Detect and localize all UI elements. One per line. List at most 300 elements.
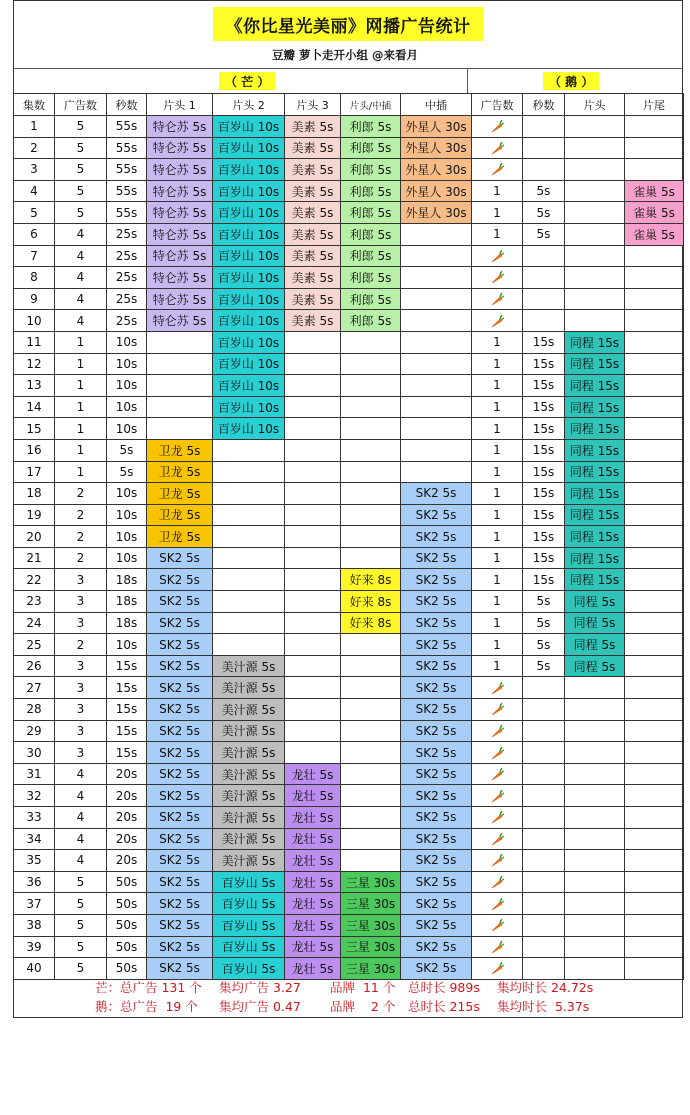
cell-opening-3	[285, 375, 341, 397]
cell-opening-1: 特仑苏 5s	[147, 223, 213, 245]
cell-ad-count: 5	[55, 871, 107, 893]
cell-opening-2: 美汁源 5s	[213, 742, 285, 764]
cell-opening-mid	[341, 396, 401, 418]
cell-opening-2: 美汁源 5s	[213, 763, 285, 785]
cell-opening-3	[285, 331, 341, 353]
cell-ad-count: 3	[55, 677, 107, 699]
cell-opening-1: SK2 5s	[147, 720, 213, 742]
cell-opening-2: 百岁山 10s	[213, 310, 285, 332]
cell-opening-2: 百岁山 5s	[213, 893, 285, 915]
cell-episode: 10	[14, 310, 55, 332]
cell-opening-2: 百岁山 5s	[213, 871, 285, 893]
cell-opening-mid	[341, 655, 401, 677]
cell-episode: 4	[14, 180, 55, 202]
cell-e-ad-count	[472, 699, 523, 721]
cell-e-seconds: 5s	[523, 180, 565, 202]
cell-midroll	[401, 223, 472, 245]
cell-opening-mid	[341, 526, 401, 548]
cell-episode: 12	[14, 353, 55, 375]
cell-opening-2: 百岁山 10s	[213, 223, 285, 245]
cell-e-ad-count	[472, 893, 523, 915]
cell-e-ad-count	[472, 159, 523, 181]
cell-opening-1: SK2 5s	[147, 807, 213, 829]
footer-summary-mang	[13, 976, 683, 996]
cell-opening-1: 特仑苏 5s	[147, 137, 213, 159]
cell-e-ending	[625, 914, 684, 936]
cell-opening-1: 特仑苏 5s	[147, 245, 213, 267]
cell-e-seconds	[523, 893, 565, 915]
cell-e-ending	[625, 612, 684, 634]
cell-midroll	[401, 267, 472, 289]
cell-episode: 3	[14, 159, 55, 181]
table-row	[14, 871, 684, 893]
cell-e-ad-count	[472, 137, 523, 159]
cell-e-ending: 雀巢 5s	[625, 180, 684, 202]
cell-opening-1: SK2 5s	[147, 850, 213, 872]
cell-seconds: 15s	[107, 655, 147, 677]
cell-e-ending	[625, 720, 684, 742]
page-title: 《你比星光美丽》网播广告统计	[213, 7, 483, 41]
cell-opening-mid	[341, 720, 401, 742]
cell-e-seconds	[523, 310, 565, 332]
cell-opening-mid	[341, 763, 401, 785]
cell-opening-3: 美素 5s	[285, 202, 341, 224]
cell-opening-2: 美汁源 5s	[213, 785, 285, 807]
group-divider	[467, 68, 468, 93]
cell-e-opening	[565, 828, 625, 850]
cell-e-ending	[625, 634, 684, 656]
cell-seconds: 55s	[107, 180, 147, 202]
cell-e-ending	[625, 504, 684, 526]
carrot-icon	[489, 313, 505, 327]
cell-e-opening	[565, 202, 625, 224]
cell-e-ending	[625, 116, 684, 138]
cell-e-opening	[565, 180, 625, 202]
cell-episode: 25	[14, 634, 55, 656]
cell-opening-2: 百岁山 10s	[213, 202, 285, 224]
cell-opening-mid	[341, 483, 401, 505]
cell-opening-1: 卫龙 5s	[147, 504, 213, 526]
cell-e-opening: 同程 15s	[565, 461, 625, 483]
cell-e-opening: 同程 15s	[565, 375, 625, 397]
footer-total-secs: 总时长 215s	[408, 999, 480, 1014]
cell-e-seconds	[523, 267, 565, 289]
cell-seconds: 50s	[107, 893, 147, 915]
cell-opening-mid	[341, 504, 401, 526]
cell-e-opening: 同程 15s	[565, 418, 625, 440]
cell-ad-count: 4	[55, 763, 107, 785]
cell-e-ad-count: 1	[472, 634, 523, 656]
cell-opening-mid: 好来 8s	[341, 591, 401, 613]
header-row	[14, 94, 684, 116]
cell-e-opening: 同程 5s	[565, 612, 625, 634]
cell-opening-3	[285, 612, 341, 634]
carrot-icon	[489, 680, 505, 694]
cell-opening-mid	[341, 742, 401, 764]
cell-opening-1: 特仑苏 5s	[147, 202, 213, 224]
cell-e-opening: 同程 5s	[565, 634, 625, 656]
cell-opening-mid: 利郎 5s	[341, 223, 401, 245]
cell-opening-1: 卫龙 5s	[147, 461, 213, 483]
table-row	[14, 396, 684, 418]
cell-opening-3: 龙壮 5s	[285, 936, 341, 958]
cell-e-opening	[565, 137, 625, 159]
table-row	[14, 526, 684, 548]
footer-brands: 品牌 11 个	[330, 980, 396, 995]
cell-e-ad-count: 1	[472, 591, 523, 613]
cell-e-ad-count	[472, 914, 523, 936]
cell-opening-mid: 三星 30s	[341, 958, 401, 980]
cell-seconds: 10s	[107, 526, 147, 548]
cell-opening-2	[213, 526, 285, 548]
cell-opening-2	[213, 569, 285, 591]
cell-episode: 19	[14, 504, 55, 526]
cell-ad-count: 3	[55, 591, 107, 613]
cell-opening-2: 百岁山 10s	[213, 396, 285, 418]
cell-opening-2: 百岁山 10s	[213, 180, 285, 202]
cell-ad-count: 3	[55, 569, 107, 591]
cell-e-opening	[565, 223, 625, 245]
cell-seconds: 10s	[107, 353, 147, 375]
cell-seconds: 55s	[107, 137, 147, 159]
cell-ad-count: 4	[55, 785, 107, 807]
cell-e-seconds	[523, 936, 565, 958]
cell-midroll: SK2 5s	[401, 871, 472, 893]
cell-e-opening	[565, 288, 625, 310]
cell-midroll	[401, 375, 472, 397]
cell-opening-2	[213, 591, 285, 613]
cell-ad-count: 5	[55, 116, 107, 138]
cell-e-seconds: 15s	[523, 439, 565, 461]
cell-opening-2: 百岁山 10s	[213, 267, 285, 289]
cell-e-ad-count	[472, 677, 523, 699]
cell-opening-3: 美素 5s	[285, 310, 341, 332]
cell-opening-mid	[341, 418, 401, 440]
cell-opening-1: SK2 5s	[147, 699, 213, 721]
cell-opening-1: 特仑苏 5s	[147, 267, 213, 289]
cell-midroll	[401, 245, 472, 267]
cell-ad-count: 2	[55, 504, 107, 526]
cell-episode: 17	[14, 461, 55, 483]
cell-e-seconds: 15s	[523, 396, 565, 418]
cell-e-ad-count: 1	[472, 331, 523, 353]
cell-episode: 40	[14, 958, 55, 980]
cell-seconds: 10s	[107, 396, 147, 418]
cell-opening-3: 龙壮 5s	[285, 828, 341, 850]
cell-opening-2: 美汁源 5s	[213, 807, 285, 829]
cell-e-ending	[625, 353, 684, 375]
cell-opening-1	[147, 353, 213, 375]
cell-opening-3: 美素 5s	[285, 223, 341, 245]
cell-episode: 11	[14, 331, 55, 353]
cell-e-ending	[625, 159, 684, 181]
cell-e-seconds	[523, 742, 565, 764]
cell-opening-3: 龙壮 5s	[285, 807, 341, 829]
cell-opening-1: SK2 5s	[147, 677, 213, 699]
footer-avg-secs: 集均时长 5.37s	[497, 999, 590, 1014]
cell-midroll	[401, 461, 472, 483]
cell-e-ending	[625, 591, 684, 613]
cell-seconds: 55s	[107, 159, 147, 181]
cell-opening-3	[285, 547, 341, 569]
cell-opening-3: 龙壮 5s	[285, 763, 341, 785]
cell-ad-count: 3	[55, 699, 107, 721]
cell-ad-count: 5	[55, 180, 107, 202]
cell-midroll: SK2 5s	[401, 828, 472, 850]
table-row	[14, 591, 684, 613]
cell-opening-3: 龙壮 5s	[285, 893, 341, 915]
cell-midroll: SK2 5s	[401, 850, 472, 872]
table-row	[14, 202, 684, 224]
cell-e-ending	[625, 763, 684, 785]
cell-episode: 9	[14, 288, 55, 310]
cell-opening-2: 百岁山 10s	[213, 159, 285, 181]
cell-e-opening: 同程 15s	[565, 569, 625, 591]
cell-e-ad-count: 1	[472, 223, 523, 245]
cell-ad-count: 3	[55, 720, 107, 742]
cell-e-seconds: 15s	[523, 353, 565, 375]
cell-ad-count: 4	[55, 807, 107, 829]
cell-seconds: 18s	[107, 569, 147, 591]
cell-e-ad-count: 1	[472, 439, 523, 461]
col-header-episode: 集数	[14, 94, 55, 116]
cell-episode: 31	[14, 763, 55, 785]
cell-episode: 8	[14, 267, 55, 289]
cell-episode: 2	[14, 137, 55, 159]
cell-seconds: 25s	[107, 223, 147, 245]
cell-opening-3	[285, 720, 341, 742]
table-row	[14, 267, 684, 289]
table-row	[14, 461, 684, 483]
cell-ad-count: 4	[55, 828, 107, 850]
cell-e-ending	[625, 850, 684, 872]
cell-midroll	[401, 439, 472, 461]
cell-e-ad-count	[472, 828, 523, 850]
cell-e-seconds	[523, 828, 565, 850]
table-row	[14, 807, 684, 829]
cell-seconds: 10s	[107, 483, 147, 505]
carrot-icon	[489, 875, 505, 889]
cell-episode: 30	[14, 742, 55, 764]
page-subtitle: 豆瓣 萝卜走开小组 @来看月	[271, 48, 418, 62]
cell-opening-3: 龙壮 5s	[285, 871, 341, 893]
cell-ad-count: 1	[55, 396, 107, 418]
cell-e-seconds: 15s	[523, 331, 565, 353]
cell-e-ending	[625, 893, 684, 915]
cell-seconds: 5s	[107, 461, 147, 483]
cell-midroll: SK2 5s	[401, 677, 472, 699]
cell-e-ad-count: 1	[472, 461, 523, 483]
cell-e-opening	[565, 116, 625, 138]
cell-opening-2: 美汁源 5s	[213, 655, 285, 677]
cell-e-ending	[625, 828, 684, 850]
cell-episode: 34	[14, 828, 55, 850]
cell-e-ad-count	[472, 742, 523, 764]
cell-ad-count: 4	[55, 267, 107, 289]
cell-opening-1: SK2 5s	[147, 569, 213, 591]
cell-seconds: 20s	[107, 785, 147, 807]
cell-seconds: 25s	[107, 245, 147, 267]
cell-midroll	[401, 418, 472, 440]
cell-ad-count: 2	[55, 547, 107, 569]
cell-e-seconds: 15s	[523, 483, 565, 505]
table-row	[14, 159, 684, 181]
col-header-opening-1: 片头 1	[147, 94, 213, 116]
cell-e-seconds	[523, 137, 565, 159]
cell-opening-3: 美素 5s	[285, 137, 341, 159]
cell-midroll	[401, 310, 472, 332]
cell-ad-count: 1	[55, 418, 107, 440]
cell-episode: 7	[14, 245, 55, 267]
cell-opening-1	[147, 396, 213, 418]
cell-opening-2: 百岁山 5s	[213, 914, 285, 936]
cell-e-opening	[565, 785, 625, 807]
cell-ad-count: 4	[55, 223, 107, 245]
cell-opening-2: 百岁山 10s	[213, 245, 285, 267]
table-row	[14, 504, 684, 526]
cell-e-opening	[565, 159, 625, 181]
footer-platform: 鹅：	[95, 999, 121, 1014]
cell-opening-1: SK2 5s	[147, 591, 213, 613]
cell-e-opening: 同程 15s	[565, 331, 625, 353]
col-header-opening-3: 片头 3	[285, 94, 341, 116]
cell-e-opening	[565, 267, 625, 289]
cell-seconds: 25s	[107, 310, 147, 332]
cell-midroll: 外星人 30s	[401, 202, 472, 224]
cell-seconds: 50s	[107, 914, 147, 936]
cell-e-opening	[565, 850, 625, 872]
cell-e-opening	[565, 245, 625, 267]
cell-e-seconds	[523, 914, 565, 936]
carrot-icon	[489, 918, 505, 932]
col-header-midroll: 中插	[401, 94, 472, 116]
cell-e-seconds	[523, 116, 565, 138]
cell-e-ad-count: 1	[472, 569, 523, 591]
cell-opening-3	[285, 418, 341, 440]
cell-e-ending	[625, 483, 684, 505]
cell-e-opening	[565, 763, 625, 785]
ad-table	[13, 93, 684, 980]
cell-e-opening	[565, 699, 625, 721]
cell-episode: 29	[14, 720, 55, 742]
cell-e-seconds	[523, 159, 565, 181]
cell-midroll: SK2 5s	[401, 569, 472, 591]
cell-e-opening	[565, 936, 625, 958]
cell-opening-1: 特仑苏 5s	[147, 180, 213, 202]
cell-e-ad-count: 1	[472, 655, 523, 677]
cell-opening-2	[213, 439, 285, 461]
carrot-icon	[489, 270, 505, 284]
cell-opening-mid	[341, 461, 401, 483]
cell-e-opening	[565, 893, 625, 915]
cell-seconds: 25s	[107, 267, 147, 289]
cell-ad-count: 5	[55, 159, 107, 181]
cell-opening-3: 龙壮 5s	[285, 785, 341, 807]
cell-ad-count: 5	[55, 893, 107, 915]
cell-midroll: SK2 5s	[401, 483, 472, 505]
carrot-icon	[489, 853, 505, 867]
table-row	[14, 936, 684, 958]
cell-opening-2: 百岁山 10s	[213, 288, 285, 310]
cell-episode: 15	[14, 418, 55, 440]
table-row	[14, 137, 684, 159]
cell-opening-3	[285, 677, 341, 699]
carrot-icon	[489, 702, 505, 716]
cell-opening-1: 卫龙 5s	[147, 483, 213, 505]
cell-opening-1: SK2 5s	[147, 914, 213, 936]
cell-opening-mid	[341, 699, 401, 721]
table-row	[14, 612, 684, 634]
cell-e-opening	[565, 677, 625, 699]
cell-opening-1	[147, 418, 213, 440]
cell-opening-2	[213, 461, 285, 483]
cell-opening-3: 美素 5s	[285, 267, 341, 289]
cell-opening-mid	[341, 828, 401, 850]
table-row	[14, 353, 684, 375]
cell-e-opening	[565, 310, 625, 332]
cell-e-seconds: 5s	[523, 634, 565, 656]
cell-e-opening	[565, 742, 625, 764]
table-row	[14, 720, 684, 742]
table-row	[14, 116, 684, 138]
cell-e-ending	[625, 526, 684, 548]
table-row	[14, 483, 684, 505]
table-row	[14, 677, 684, 699]
cell-seconds: 15s	[107, 699, 147, 721]
cell-seconds: 18s	[107, 591, 147, 613]
cell-e-ad-count: 1	[472, 353, 523, 375]
cell-midroll: SK2 5s	[401, 720, 472, 742]
cell-opening-mid	[341, 785, 401, 807]
cell-opening-mid: 利郎 5s	[341, 116, 401, 138]
cell-e-ad-count: 1	[472, 418, 523, 440]
carrot-icon	[489, 140, 505, 154]
cell-ad-count: 1	[55, 461, 107, 483]
cell-e-ending	[625, 936, 684, 958]
cell-opening-3: 美素 5s	[285, 116, 341, 138]
footer-summary-e	[13, 995, 683, 1015]
cell-opening-2: 美汁源 5s	[213, 850, 285, 872]
cell-episode: 35	[14, 850, 55, 872]
table-row	[14, 893, 684, 915]
cell-e-ending	[625, 807, 684, 829]
carrot-icon	[489, 939, 505, 953]
cell-ad-count: 1	[55, 375, 107, 397]
cell-e-ad-count: 1	[472, 375, 523, 397]
cell-e-seconds: 15s	[523, 461, 565, 483]
cell-e-opening: 同程 15s	[565, 439, 625, 461]
cell-ad-count: 1	[55, 331, 107, 353]
cell-opening-3	[285, 439, 341, 461]
cell-e-ending	[625, 331, 684, 353]
cell-midroll: SK2 5s	[401, 526, 472, 548]
cell-seconds: 25s	[107, 288, 147, 310]
cell-opening-3	[285, 483, 341, 505]
cell-opening-3: 美素 5s	[285, 180, 341, 202]
cell-opening-1: SK2 5s	[147, 763, 213, 785]
carrot-icon	[489, 961, 505, 975]
cell-opening-mid: 三星 30s	[341, 914, 401, 936]
group-label-mang: （ 芒 ）	[219, 72, 275, 90]
cell-e-ending	[625, 785, 684, 807]
cell-episode: 27	[14, 677, 55, 699]
cell-e-ending	[625, 137, 684, 159]
cell-opening-mid: 利郎 5s	[341, 310, 401, 332]
cell-e-seconds	[523, 699, 565, 721]
cell-e-opening: 同程 15s	[565, 353, 625, 375]
cell-midroll: SK2 5s	[401, 655, 472, 677]
footer-avg-secs: 集均时长 24.72s	[497, 980, 594, 995]
